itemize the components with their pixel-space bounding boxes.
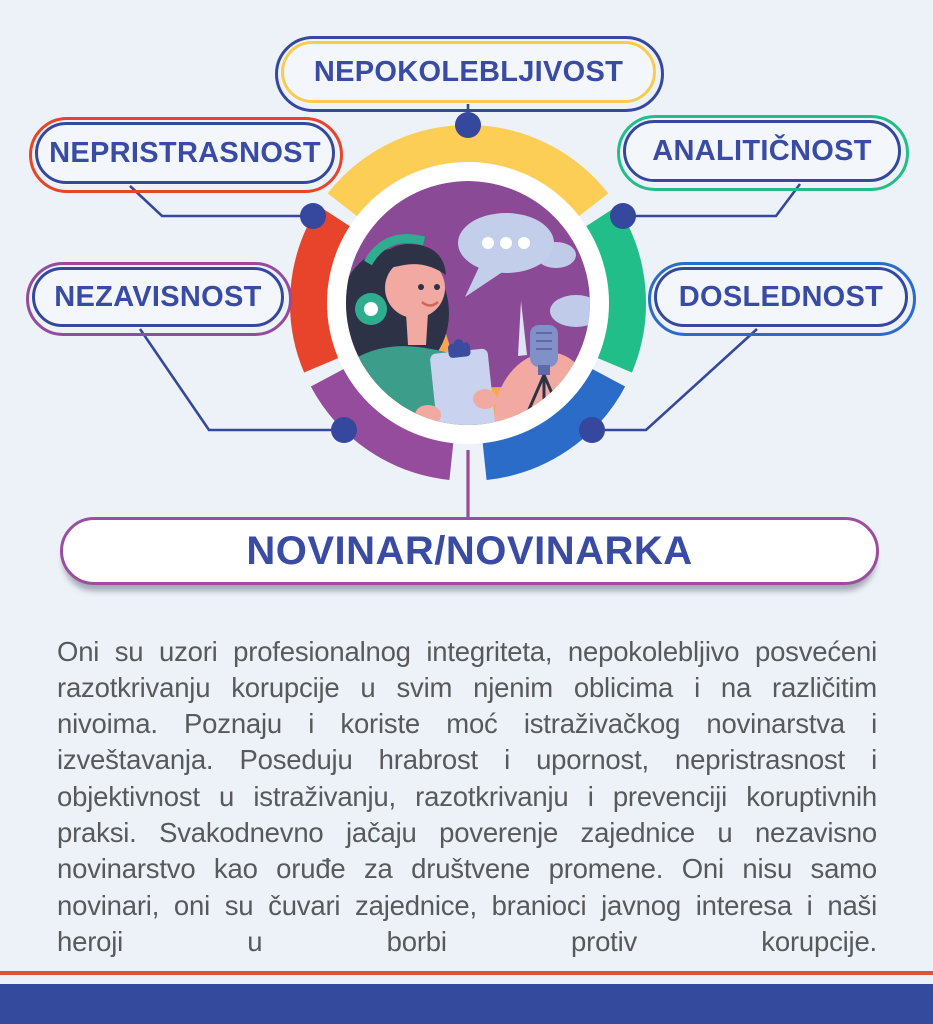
badge-label: DOSLEDNOST	[678, 280, 884, 313]
badge-nepristrasnost	[34, 121, 336, 185]
badge-doslednost	[653, 266, 909, 328]
connector-line-lower-left	[140, 329, 344, 430]
badge-nepokolebljivost	[280, 40, 657, 104]
connector-dot-lower-right	[579, 417, 605, 443]
badge-label: NEPOKOLEBLJIVOST	[313, 55, 624, 88]
connector-line-lower-right	[592, 329, 757, 430]
page-title: NOVINAR/NOVINARKA	[246, 528, 693, 573]
badge-label: NEPRISTRASNOST	[49, 136, 321, 169]
connector-dot-upper-right	[610, 203, 636, 229]
badge-analiticnost	[622, 119, 902, 183]
badge-label: ANALITIČNOST	[652, 134, 872, 167]
connector-dot-lower-left	[331, 417, 357, 443]
badge-label: NEZAVISNOST	[54, 280, 262, 313]
connector-dot-upper-left	[300, 203, 326, 229]
connector-dot-top	[455, 112, 481, 138]
badge-nezavisnost	[31, 266, 285, 328]
title-pill	[60, 517, 879, 585]
description-paragraph: Oni su uzori profesionalnog integriteta, nepokolebljivo posvećeni razotkrivanju korupcije u svim njenim oblicima i na različitim nivoima. Poznaju i koriste moć istraživačkog novinarstva i izveštavanja. Poseduju hrabrost i upornost, nepristrasnost i objektivnost u istraživanju, razotkrivanju i prevenciji koruptivnih praksi. Svakodnevno jačaju poverenje zajednice u nezavisno novinarstvo kao oruđe za društvene promene. Oni nisu samo novinari, oni su čuvari zajednice, branioci javnog interesa i naši heroji u borbi protiv korupcije.	[57, 635, 877, 957]
